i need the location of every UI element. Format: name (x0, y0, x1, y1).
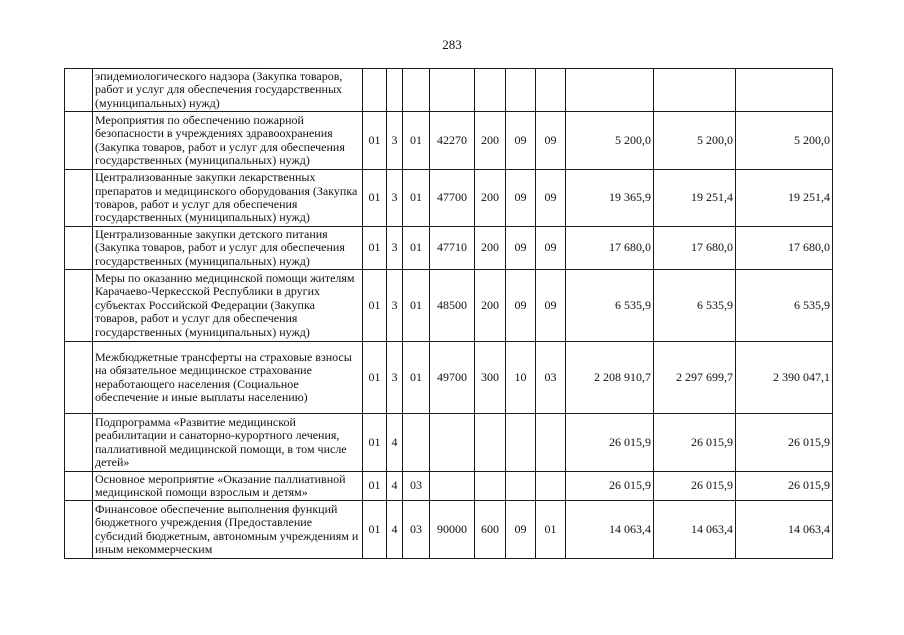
code-subsection (536, 69, 566, 112)
code-activity: 01 (403, 112, 430, 170)
row-marker-cell (65, 472, 93, 501)
table-row (65, 501, 833, 559)
amount-year-1: 14 063,4 (566, 501, 654, 559)
code-expense-type (475, 472, 506, 501)
code-expense-type: 200 (475, 112, 506, 170)
row-marker-cell (65, 69, 93, 112)
amount-year-2 (654, 69, 736, 112)
row-name: Финансовое обеспечение выполнения функций бюджетного учреждения (Предоставление субсидий бюджетным, автономным учреждениям и иным некоммерческим (93, 501, 363, 559)
code-program: 01 (363, 414, 387, 472)
amount-year-1: 26 015,9 (566, 414, 654, 472)
amount-year-1: 6 535,9 (566, 270, 654, 342)
amount-year-2: 19 251,4 (654, 170, 736, 227)
code-program (363, 69, 387, 112)
code-program: 01 (363, 501, 387, 559)
code-direction: 47710 (430, 227, 475, 270)
amount-year-2: 26 015,9 (654, 414, 736, 472)
table-row (65, 270, 833, 342)
code-activity: 01 (403, 270, 430, 342)
row-marker-cell (65, 501, 93, 559)
row-name: Меры по оказанию медицинской помощи жителям Карачаево-Черкесской Республики в других субъектах Российской Федерации (Закупка товаров, работ и услуг для обеспечения государственных (муниципальных) нужд) (93, 270, 363, 342)
amount-year-3: 26 015,9 (736, 472, 833, 501)
budget-table (64, 68, 833, 559)
code-subprogram: 3 (387, 227, 403, 270)
code-program: 01 (363, 227, 387, 270)
table-row (65, 342, 833, 414)
code-direction: 90000 (430, 501, 475, 559)
table-row (65, 112, 833, 170)
amount-year-2: 2 297 699,7 (654, 342, 736, 414)
row-marker-cell (65, 270, 93, 342)
amount-year-3: 2 390 047,1 (736, 342, 833, 414)
code-direction: 47700 (430, 170, 475, 227)
table-row (65, 472, 833, 501)
code-subprogram (387, 69, 403, 112)
row-marker-cell (65, 414, 93, 472)
code-program: 01 (363, 342, 387, 414)
code-direction (430, 414, 475, 472)
code-direction (430, 472, 475, 501)
table-row (65, 414, 833, 472)
code-activity (403, 414, 430, 472)
amount-year-2: 26 015,9 (654, 472, 736, 501)
row-marker-cell (65, 112, 93, 170)
amount-year-3: 17 680,0 (736, 227, 833, 270)
code-section: 10 (506, 342, 536, 414)
code-section: 09 (506, 227, 536, 270)
amount-year-1: 2 208 910,7 (566, 342, 654, 414)
code-expense-type: 200 (475, 170, 506, 227)
code-activity: 03 (403, 501, 430, 559)
amount-year-1 (566, 69, 654, 112)
code-subsection: 01 (536, 501, 566, 559)
amount-year-1: 5 200,0 (566, 112, 654, 170)
code-subsection (536, 472, 566, 501)
amount-year-2: 17 680,0 (654, 227, 736, 270)
amount-year-3: 19 251,4 (736, 170, 833, 227)
amount-year-2: 6 535,9 (654, 270, 736, 342)
table-row (65, 170, 833, 227)
row-name: Подпрограмма «Развитие медицинской реабилитации и санаторно-курортного лечения, паллиативной медицинской помощи, в том числе детей» (93, 414, 363, 472)
code-direction (430, 69, 475, 112)
code-subprogram: 4 (387, 501, 403, 559)
code-subsection: 09 (536, 170, 566, 227)
code-section: 09 (506, 270, 536, 342)
amount-year-2: 5 200,0 (654, 112, 736, 170)
code-program: 01 (363, 170, 387, 227)
amount-year-3: 26 015,9 (736, 414, 833, 472)
code-subprogram: 3 (387, 170, 403, 227)
code-section (506, 472, 536, 501)
code-subsection (536, 414, 566, 472)
code-subsection: 09 (536, 227, 566, 270)
row-name: Централизованные закупки детского питания (Закупка товаров, работ и услуг для обеспечения государственных (муниципальных) нужд) (93, 227, 363, 270)
amount-year-1: 19 365,9 (566, 170, 654, 227)
code-section: 09 (506, 170, 536, 227)
code-activity: 01 (403, 170, 430, 227)
code-subprogram: 3 (387, 112, 403, 170)
row-name: Межбюджетные трансферты на страховые взносы на обязательное медицинское страхование неработающего населения (Социальное обеспечение и иные выплаты населению) (93, 342, 363, 414)
amount-year-3: 5 200,0 (736, 112, 833, 170)
code-subprogram: 3 (387, 270, 403, 342)
amount-year-3 (736, 69, 833, 112)
code-expense-type: 200 (475, 270, 506, 342)
row-name: эпидемиологического надзора (Закупка товаров, работ и услуг для обеспечения государственных (муниципальных) нужд) (93, 69, 363, 112)
code-program: 01 (363, 112, 387, 170)
code-activity (403, 69, 430, 112)
code-program: 01 (363, 270, 387, 342)
code-subsection: 09 (536, 270, 566, 342)
code-direction: 42270 (430, 112, 475, 170)
code-section: 09 (506, 112, 536, 170)
amount-year-2: 14 063,4 (654, 501, 736, 559)
row-name: Мероприятия по обеспечению пожарной безопасности в учреждениях здравоохранения (Закупка товаров, работ и услуг для обеспечения государственных (муниципальных) нужд) (93, 112, 363, 170)
code-section (506, 414, 536, 472)
amount-year-3: 6 535,9 (736, 270, 833, 342)
code-activity: 01 (403, 227, 430, 270)
code-subprogram: 4 (387, 472, 403, 501)
row-name: Основное мероприятие «Оказание паллиативной медицинской помощи взрослым и детям» (93, 472, 363, 501)
code-subprogram: 3 (387, 342, 403, 414)
row-marker-cell (65, 170, 93, 227)
code-subsection: 09 (536, 112, 566, 170)
table-row (65, 227, 833, 270)
code-expense-type: 600 (475, 501, 506, 559)
code-expense-type: 300 (475, 342, 506, 414)
code-direction: 49700 (430, 342, 475, 414)
code-program: 01 (363, 472, 387, 501)
code-subprogram: 4 (387, 414, 403, 472)
code-section: 09 (506, 501, 536, 559)
code-expense-type (475, 69, 506, 112)
code-expense-type (475, 414, 506, 472)
amount-year-1: 17 680,0 (566, 227, 654, 270)
table-row (65, 69, 833, 112)
page-number: 283 (442, 37, 462, 52)
amount-year-3: 14 063,4 (736, 501, 833, 559)
code-expense-type: 200 (475, 227, 506, 270)
code-activity: 01 (403, 342, 430, 414)
code-direction: 48500 (430, 270, 475, 342)
code-subsection: 03 (536, 342, 566, 414)
amount-year-1: 26 015,9 (566, 472, 654, 501)
row-marker-cell (65, 342, 93, 414)
code-section (506, 69, 536, 112)
row-name: Централизованные закупки лекарственных препаратов и медицинского оборудования (Закупка товаров, работ и услуг для обеспечения государственных (муниципальных) нужд) (93, 170, 363, 227)
row-marker-cell (65, 227, 93, 270)
code-activity: 03 (403, 472, 430, 501)
